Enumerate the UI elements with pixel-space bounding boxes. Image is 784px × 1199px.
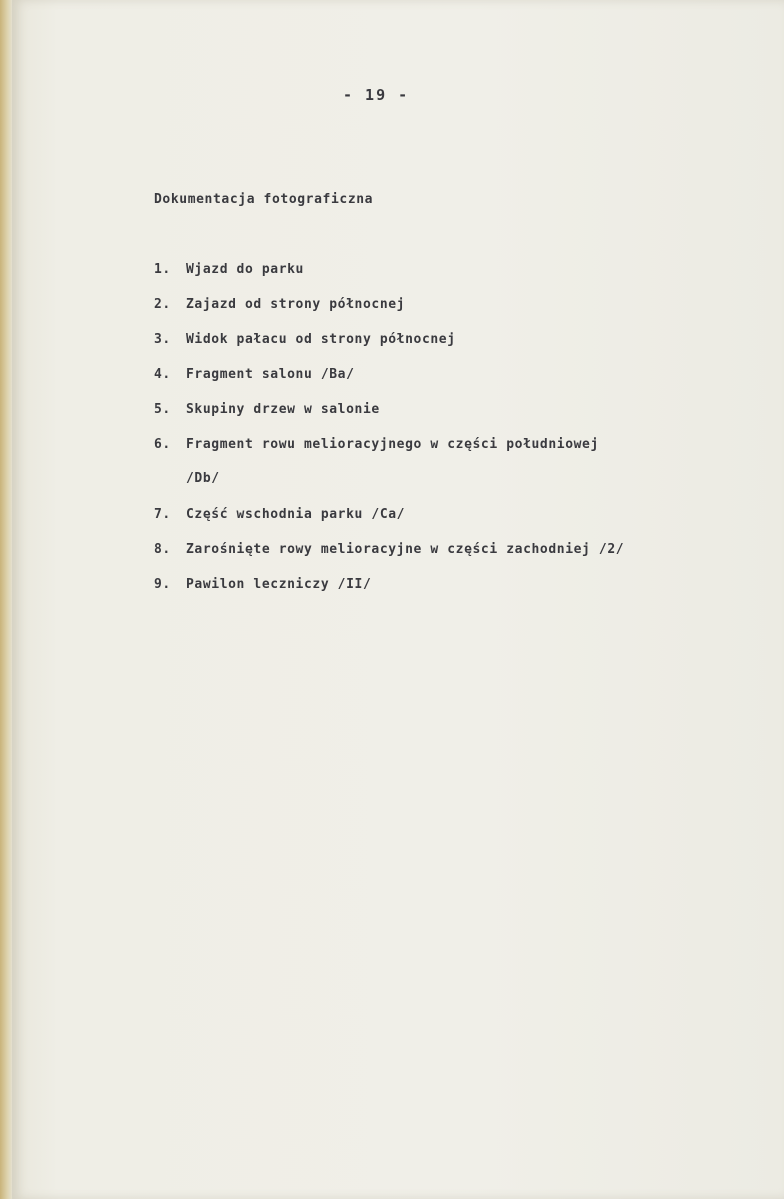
list-item-continuation: /Db/ bbox=[186, 471, 220, 486]
list-item-number: 1. bbox=[154, 262, 171, 277]
list-item-text: Zarośnięte rowy melioracyjne w części zachodniej /2/ bbox=[186, 542, 625, 557]
list-item-text: Fragment salonu /Ba/ bbox=[186, 367, 355, 382]
list-item-number: 3. bbox=[154, 332, 171, 347]
list-item-text: Zajazd od strony północnej bbox=[186, 297, 406, 312]
list-item-number: 5. bbox=[154, 402, 171, 417]
binding-edge bbox=[0, 0, 12, 1199]
list-item-number: 7. bbox=[154, 507, 171, 522]
page-number: - 19 - bbox=[343, 86, 410, 104]
document-heading: Dokumentacja fotograficzna bbox=[154, 192, 374, 207]
list-item-number: 8. bbox=[154, 542, 171, 557]
list-item-number: 9. bbox=[154, 577, 171, 592]
list-item-text: Widok pałacu od strony północnej bbox=[186, 332, 456, 347]
list-item-text: Wjazd do parku bbox=[186, 262, 304, 277]
list-item-text: Część wschodnia parku /Ca/ bbox=[186, 507, 406, 522]
list-item-text: Fragment rowu melioracyjnego w części południowej bbox=[186, 437, 599, 452]
document-page bbox=[12, 0, 784, 1199]
list-item-text: Pawilon leczniczy /II/ bbox=[186, 577, 372, 592]
list-item-number: 2. bbox=[154, 297, 171, 312]
list-item-number: 4. bbox=[154, 367, 171, 382]
list-item-number: 6. bbox=[154, 437, 171, 452]
list-item-text: Skupiny drzew w salonie bbox=[186, 402, 380, 417]
